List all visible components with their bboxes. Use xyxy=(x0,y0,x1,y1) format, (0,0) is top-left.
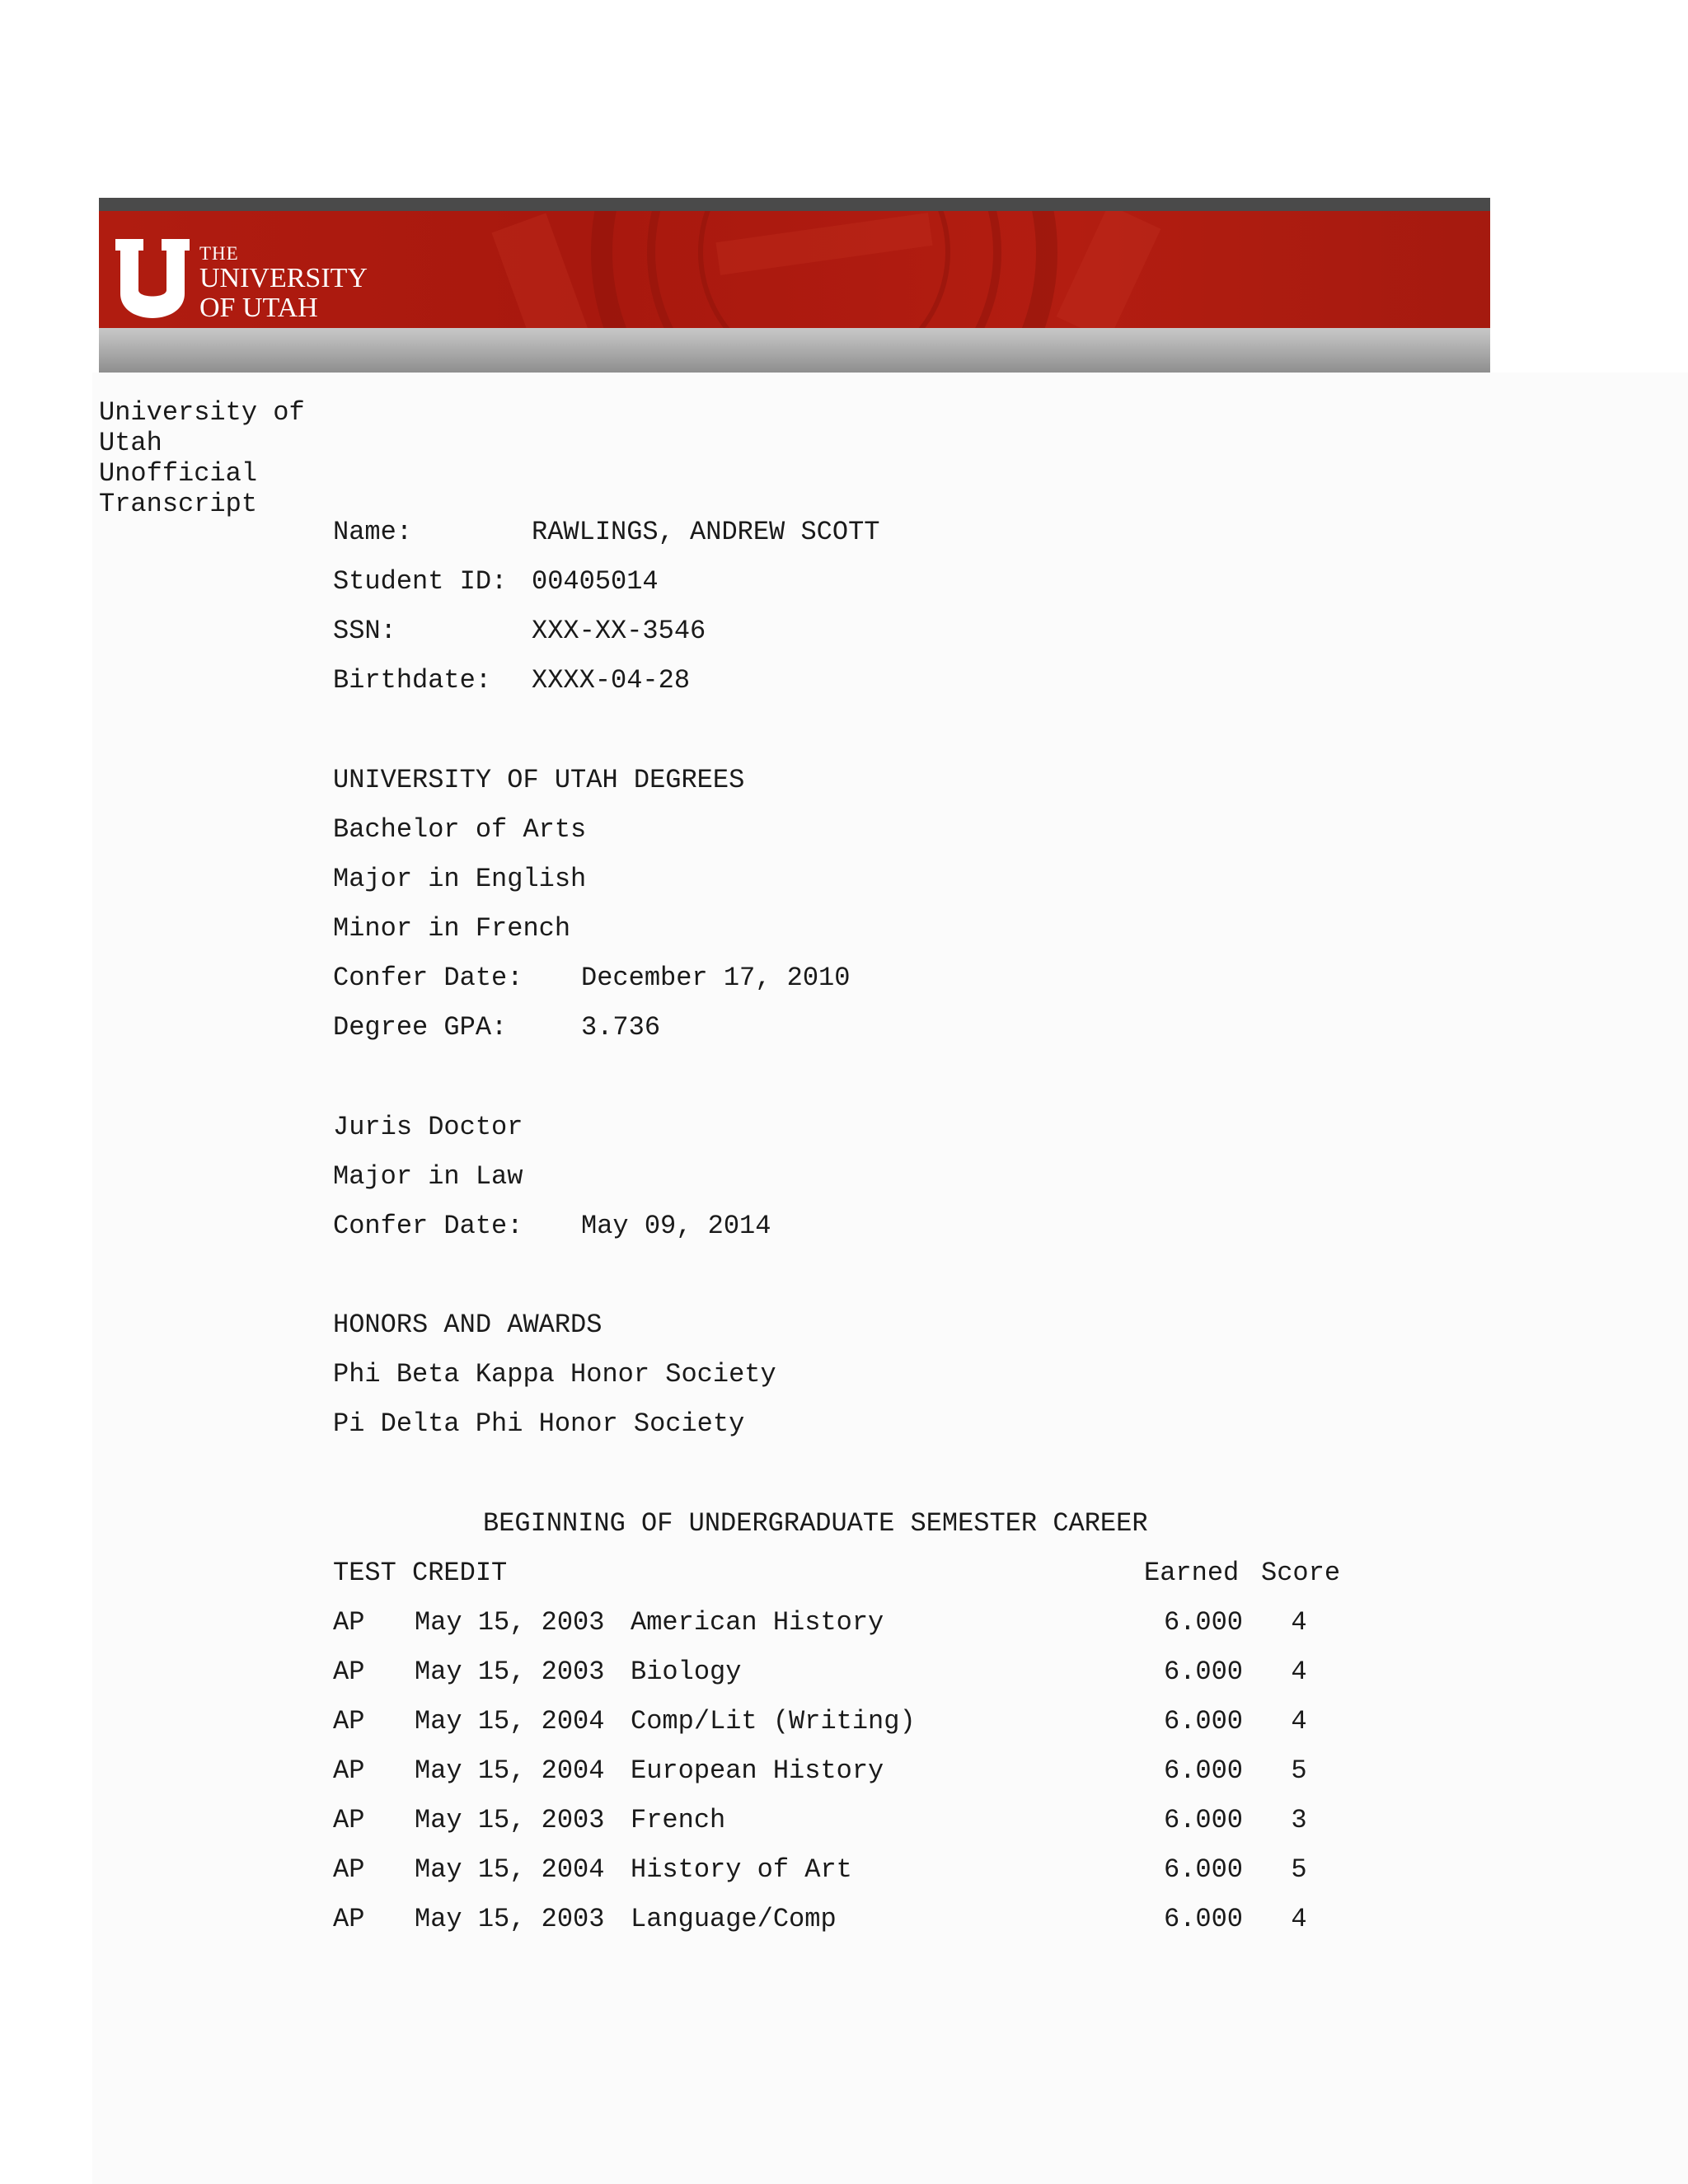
ba-minor: Minor in French xyxy=(333,913,571,944)
ssn-label: SSN: xyxy=(333,616,396,646)
document-title-line: Utah xyxy=(99,428,162,458)
birthdate-value: XXXX-04-28 xyxy=(532,665,691,696)
birthdate-label: Birthdate: xyxy=(333,665,492,696)
credit-course: History of Art xyxy=(631,1854,852,1885)
university-banner xyxy=(99,198,1490,373)
document-title xyxy=(99,397,305,519)
student-id-label: Student ID: xyxy=(333,566,508,597)
page-background xyxy=(92,373,1688,2184)
credit-score: 4 xyxy=(1291,1657,1307,1687)
document-title-line: Unofficial xyxy=(99,458,258,489)
banner-top-line xyxy=(99,198,1490,211)
ba-degree-title: Bachelor of Arts xyxy=(333,814,587,845)
credit-earned: 6.000 xyxy=(1163,1904,1243,1934)
ssn-value: XXX-XX-3546 xyxy=(532,616,706,646)
earned-column-header: Earned xyxy=(1144,1558,1240,1588)
u-logo-icon xyxy=(115,239,190,321)
seal-watermark-icon xyxy=(371,211,1278,328)
wordmark-university: UNIVERSITY xyxy=(199,263,368,293)
ba-confer-value: December 17, 2010 xyxy=(581,963,851,993)
test-credit-header: TEST CREDIT xyxy=(333,1558,508,1588)
ba-major: Major in English xyxy=(333,864,587,894)
credit-score: 4 xyxy=(1291,1607,1307,1638)
document-title-line: Transcript xyxy=(99,489,258,519)
credit-type: AP xyxy=(333,1657,365,1687)
credit-date: May 15, 2004 xyxy=(415,1706,605,1736)
name-label: Name: xyxy=(333,517,413,547)
university-wordmark xyxy=(199,244,368,322)
jd-confer-value: May 09, 2014 xyxy=(581,1211,771,1241)
credit-score: 5 xyxy=(1291,1755,1307,1786)
credit-date: May 15, 2003 xyxy=(415,1805,605,1835)
credit-date: May 15, 2004 xyxy=(415,1755,605,1786)
credit-score: 4 xyxy=(1291,1904,1307,1934)
credit-score: 5 xyxy=(1291,1854,1307,1885)
credit-type: AP xyxy=(333,1854,365,1885)
credit-course: European History xyxy=(631,1755,884,1786)
credit-type: AP xyxy=(333,1904,365,1934)
credit-course: Comp/Lit (Writing) xyxy=(631,1706,916,1736)
score-column-header: Score xyxy=(1261,1558,1341,1588)
honor-item: Phi Beta Kappa Honor Society xyxy=(333,1359,776,1390)
jd-degree-title: Juris Doctor xyxy=(333,1112,523,1142)
credit-date: May 15, 2004 xyxy=(415,1854,605,1885)
credit-earned: 6.000 xyxy=(1163,1854,1243,1885)
credit-type: AP xyxy=(333,1805,365,1835)
degrees-heading: UNIVERSITY OF UTAH DEGREES xyxy=(333,765,745,795)
ba-gpa-label: Degree GPA: xyxy=(333,1012,508,1043)
credit-course: American History xyxy=(631,1607,884,1638)
honor-item: Pi Delta Phi Honor Society xyxy=(333,1408,745,1439)
ba-confer-label: Confer Date: xyxy=(333,963,523,993)
credit-earned: 6.000 xyxy=(1163,1607,1243,1638)
credit-score: 3 xyxy=(1291,1805,1307,1835)
credit-course: Biology xyxy=(631,1657,742,1687)
credit-course: French xyxy=(631,1805,726,1835)
student-id-value: 00405014 xyxy=(532,566,659,597)
credit-date: May 15, 2003 xyxy=(415,1657,605,1687)
credit-date: May 15, 2003 xyxy=(415,1607,605,1638)
credit-course: Language/Comp xyxy=(631,1904,837,1934)
honors-heading: HONORS AND AWARDS xyxy=(333,1310,603,1340)
credit-earned: 6.000 xyxy=(1163,1657,1243,1687)
document-title-line: University of xyxy=(99,397,305,428)
ba-gpa-value: 3.736 xyxy=(581,1012,661,1043)
credit-type: AP xyxy=(333,1607,365,1638)
jd-major: Major in Law xyxy=(333,1161,523,1192)
credit-earned: 6.000 xyxy=(1163,1706,1243,1736)
credit-type: AP xyxy=(333,1755,365,1786)
credit-date: May 15, 2003 xyxy=(415,1904,605,1934)
credit-type: AP xyxy=(333,1706,365,1736)
credit-earned: 6.000 xyxy=(1163,1805,1243,1835)
career-heading: BEGINNING OF UNDERGRADUATE SEMESTER CAREER xyxy=(483,1508,1148,1539)
wordmark-of-utah: OF UTAH xyxy=(199,293,318,323)
credit-earned: 6.000 xyxy=(1163,1755,1243,1786)
credit-score: 4 xyxy=(1291,1706,1307,1736)
jd-confer-label: Confer Date: xyxy=(333,1211,523,1241)
banner-red-band xyxy=(99,211,1490,328)
banner-grey-band xyxy=(99,328,1490,373)
name-value: RAWLINGS, ANDREW SCOTT xyxy=(532,517,880,547)
wordmark-the: THE xyxy=(199,243,239,264)
